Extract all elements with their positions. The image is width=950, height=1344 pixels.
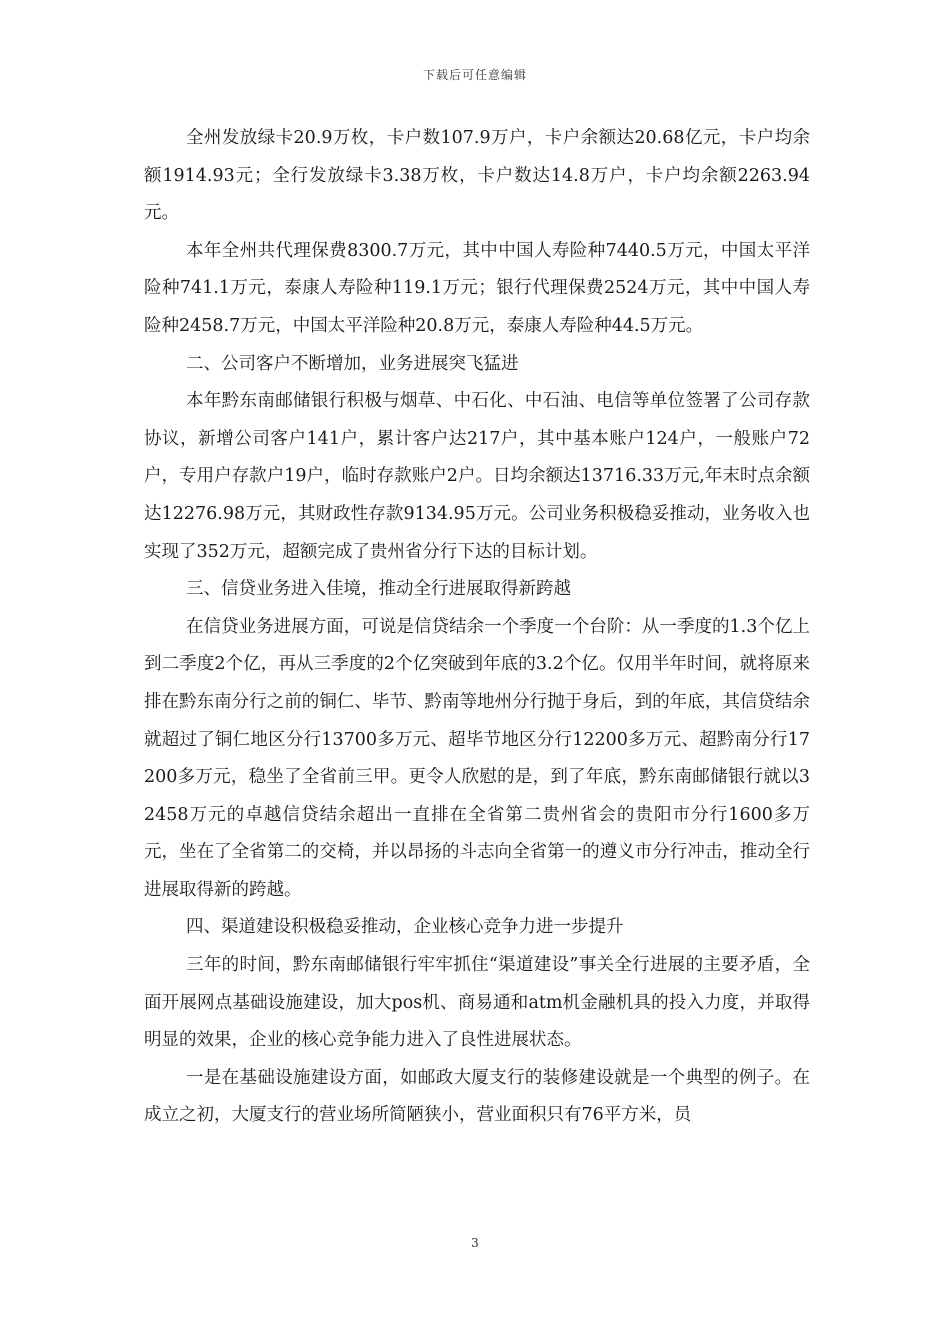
page-number: 3 [471, 1236, 479, 1250]
section-heading-4: 四、渠道建设积极稳妥推动，企业核心竞争力进一步提升 [186, 917, 624, 938]
document-body [144, 120, 810, 1135]
paragraph-insurance: 本年全州共代理保费8300.7万元，其中中国人寿险种7440.5万元，中国太平洋险种741.1万元，泰康人寿险种119.1万元；银行代理保费2524万元，其中中国人寿险种2458.7万元，中国太平洋险种20.8万元，泰康人寿险种44.5万元。 [144, 240, 810, 336]
paragraph-credit-business: 在信贷业务进展方面，可说是信贷结余一个季度一个台阶：从一季度的1.3个亿上到二季度2个亿，再从三季度的2个亿突破到年底的3.2个亿。仅用半年时间，就将原来排在黔东南分行之前的铜仁、毕节、黔南等地州分行抛于身后，到的年底，其信贷结余就超过了铜仁地区分行13700多万元、超毕节地区分行12200多万元、超黔南分行17200多万元，稳坐了全省前三甲。更令人欣慰的是，到了年底，黔东南邮储银行就以32458万元的卓越信贷结余超出一直排在全省第二贵州省会的贵阳市分行1600多万元，坐在了全省第二的交椅，并以昂扬的斗志向全省第一的遵义市分行冲击，推动全行进展取得新的跨越。 [144, 616, 810, 900]
paragraph-corporate-clients: 本年黔东南邮储银行积极与烟草、中石化、中石油、电信等单位签署了公司存款协议，新增公司客户141户，累计客户达217户，其中基本账户124户，一般账户72户，专用户存款户19户，临时存款账户2户。日均余额达13716.33万元,年末时点余额达12276.98万元，其财政性存款9134.95万元。公司业务积极稳妥推动，业务收入也实现了352万元，超额完成了贵州省分行下达的目标计划。 [144, 391, 810, 562]
section-heading-2: 二、公司客户不断增加，业务进展突飞猛进 [186, 353, 519, 374]
section-heading-3: 三、信贷业务进入佳境，推动全行进展取得新跨越 [186, 579, 571, 600]
paragraph-channel-building: 三年的时间，黔东南邮储银行牢牢抓住“渠道建设”事关全行进展的主要矛盾，全面开展网点基础设施建设，加大pos机、商易通和atm机金融机具的投入力度，并取得明显的效果，企业的核心竞争能力进入了良性进展状态。 [144, 955, 810, 1051]
paragraph-green-card: 全州发放绿卡20.9万枚，卡户数107.9万户，卡户余额达20.68亿元，卡户均余额1914.93元；全行发放绿卡3.38万枚，卡户数达14.8万户，卡户均余额2263.94元。 [144, 128, 810, 224]
page-header: 下载后可任意编辑 [422, 68, 527, 82]
paragraph-infrastructure: 一是在基础设施建设方面，如邮政大厦支行的装修建设就是一个典型的例子。在成立之初，大厦支行的营业场所简陋狭小，营业面积只有76平方米，员 [144, 1067, 810, 1126]
